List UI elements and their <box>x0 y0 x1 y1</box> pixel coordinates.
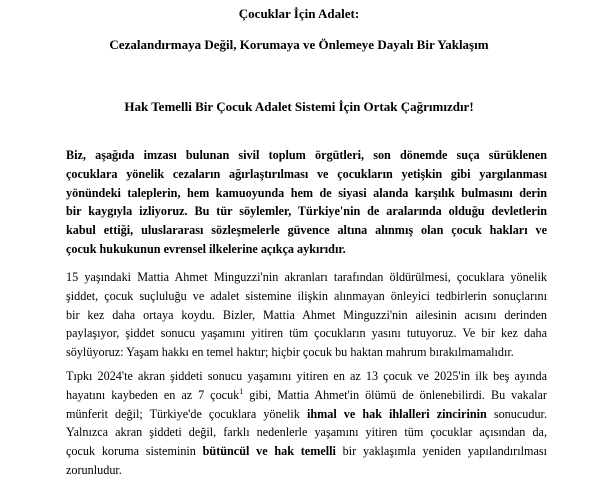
document-subtitle: Cezalandırmaya Değil, Korumaya ve Önlemeye Dayalı Bir Yaklaşım <box>109 37 489 52</box>
text-line: yönündeki taleplerin, hem kamuoyunda hem de siyasi alanda karşılık bulmasını derin <box>66 185 547 200</box>
text-line: söylüyoruz: Yaşam hakkı en temel haktır; hiçbir çocuk bu haktan mahrum bırakılmamalıdır. <box>66 345 514 360</box>
body-paragraph-2 <box>66 268 547 362</box>
call-heading: Hak Temelli Bir Çocuk Adalet Sistemi İçin Ortak Çağrımızdır! <box>124 99 474 114</box>
text-line <box>66 442 547 461</box>
text-line: zorunludur. <box>66 462 122 477</box>
text-line: şiddet, çocuk suçluluğu ve adalet sistemine ilişkin alınmayan önleyici tedbirlerin sonuçlarını <box>66 288 547 303</box>
text-line <box>66 405 547 424</box>
text-line: çocuklara yönelik cezaların ağırlaştırılması ve çocukların yetişkin gibi yargılanması <box>66 166 547 181</box>
text-line: kabul ettiği, uluslararası sözleşmelerle güvence altına alınmış olan çocuk hakları ve <box>66 223 547 238</box>
text-line: bir kez daha ortaya koydu. Bizler, Mattia Ahmet Minguzzi'nin ailesinin acısını derinden <box>66 307 547 322</box>
footnote-marker[interactable]: 1 <box>239 386 244 396</box>
text-line: Tıpkı 2024'te akran şiddeti sonucu yaşamını yitiren en az 13 çocuk ve 2025'in ilk beş ayında <box>66 369 547 383</box>
emphasis-text: bütüncül ve hak temelli <box>202 444 336 459</box>
text-line <box>66 386 547 405</box>
text-run: sonucudur. <box>486 406 547 421</box>
emphasis-text: ihmal ve hak ihlalleri zincirinin <box>306 406 487 421</box>
text-line: paylaşıyor, şiddet sonucu yaşamını yitiren tüm çocukların yasını tutuyoruz. Ve bir kez daha <box>66 326 547 341</box>
text-line: çocuk hukukunun evrensel ilkelerine açıkça aykırıdır. <box>66 241 346 256</box>
intro-paragraph <box>66 146 547 259</box>
text-run: münferit değil; Türkiye'de çocuklara yönelik <box>66 406 307 421</box>
text-line: Yalnızca akran şiddeti değil, farklı nedenlerle yaşamını yitiren tüm çocuklar açısından da, <box>66 425 547 440</box>
text-run: çocuk koruma sisteminin <box>66 444 203 459</box>
document-title: Çocuklar İçin Adalet: <box>238 6 360 21</box>
text-run: gibi, Mattia Ahmet'in ölümü de önlenebilirdi. Bu vakalar <box>243 387 547 402</box>
body-paragraph-3 <box>66 367 547 480</box>
text-run: hayatını kaybeden en az 7 çocuk <box>66 387 240 402</box>
text-line: bir kaygıyla izliyoruz. Bu tür söylemler, Türkiye'nin de aralarında olduğu devletlerin <box>66 204 547 219</box>
text-run: bir yaklaşımla yeniden yapılandırılması <box>335 444 547 459</box>
text-line: Biz, aşağıda imzası bulunan sivil toplum örgütleri, son dönemde suça sürüklenen <box>66 148 547 162</box>
text-line: 15 yaşındaki Mattia Ahmet Minguzzi'nin akranları tarafından öldürülmesi, çocuklara yönelik <box>66 270 547 284</box>
